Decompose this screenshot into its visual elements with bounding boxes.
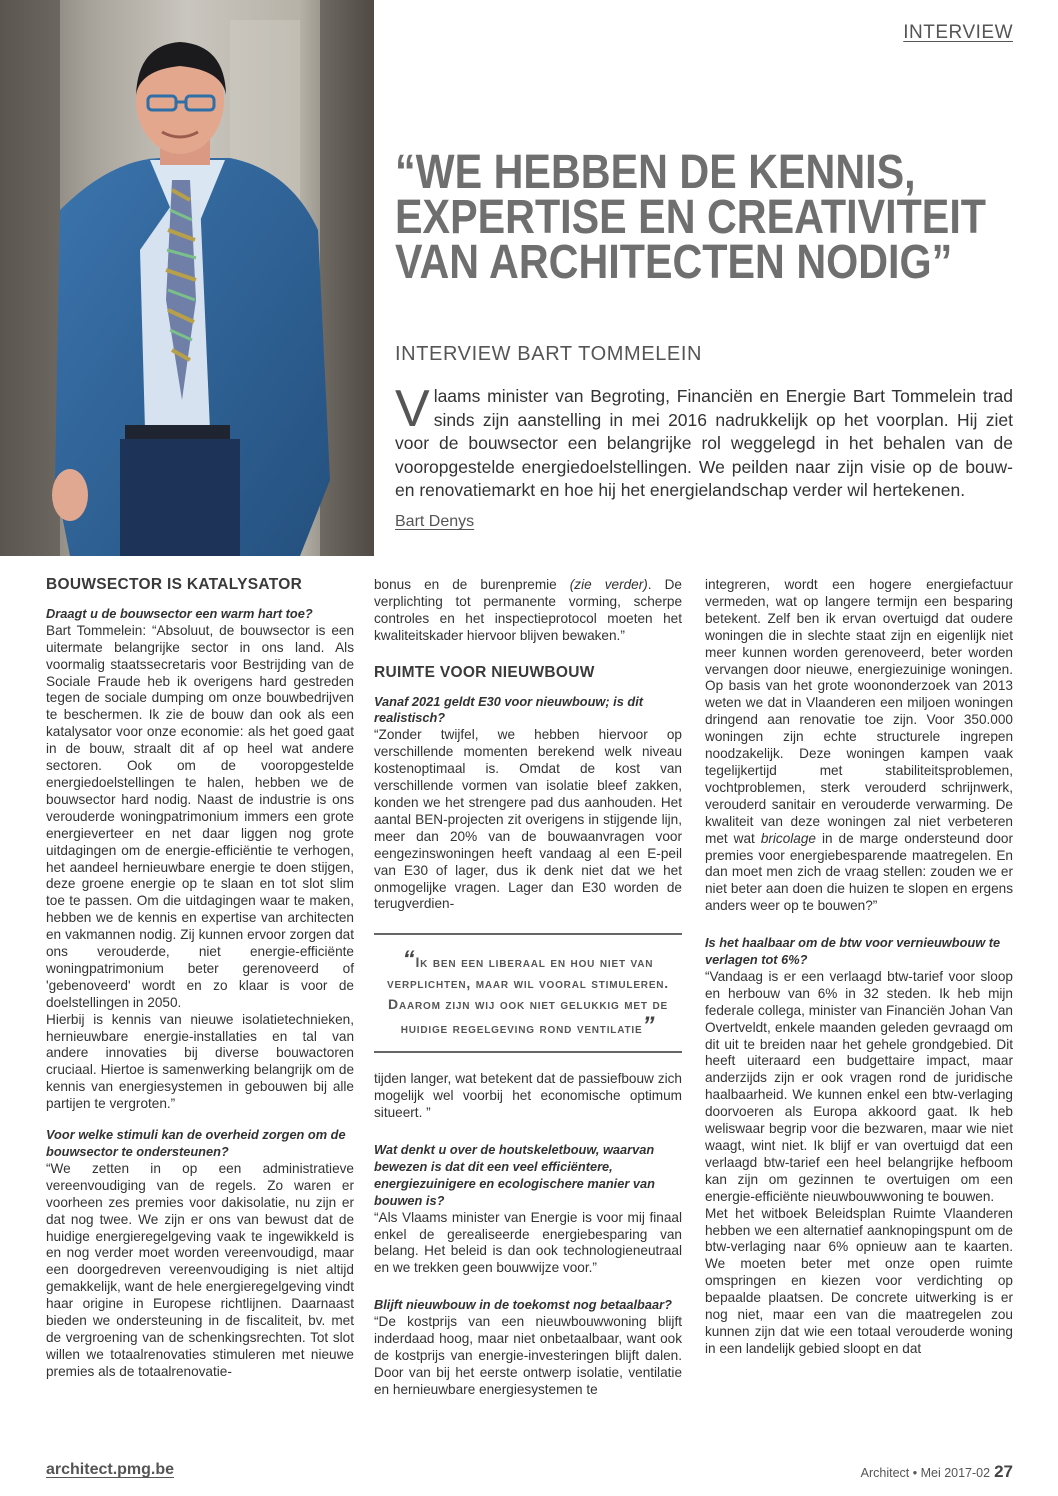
page-footer xyxy=(861,1462,1013,1482)
answer-paragraph xyxy=(374,577,682,645)
text-run: bonus en de burenpremie xyxy=(374,577,570,592)
lead-text: laams minister van Begroting, Financiën en Energie Bart Tommelein trad sinds zijn aanstelling in mei 2016 nadrukkelijk op het voorplan. Hij ziet voor de bouwsector een belangrijke rol weggelegd in het behalen van de vooropgestelde energiedoelstellingen. We peilden naar zijn visie op de bouw- en renovatiemarkt en hoe hij het energielandschap verder wil hertekenen. xyxy=(395,386,1013,500)
text-run: integreren, wordt een hogere energiefactuur vermeden, wat op langere termijn een besparing betekent. Zelf ben ik ervan overtuigd dat oudere woningen die in slechte staat zijn en eigenlijk niet meer kunnen worden gerenoveerd, beter worden vervangen door nieuwe, energiezuinige woningen. Op basis van het grote woononderzoek van 2013 weten we dat in Vlaanderen een miljoen woningen dringend aan renovatie toe zijn. Voor 350.000 woningen zijn echte structurele ingrepen noodzakelijk. Deze woningen kampen vaak tegelijkertijd met stabiliteitsproblemen, vochtproblemen, sterk verouderd schrijnwerk, verouderd sanitair en verouderde verwarming. De kwaliteit van deze woningen zal niet verbeteren met wat xyxy=(705,577,1013,846)
lead-paragraph xyxy=(395,380,1013,503)
headline-line: “WE HEBBEN DE KENNIS, xyxy=(395,146,916,199)
magazine-issue: Architect • Mei 2017-02 xyxy=(860,1466,991,1480)
headline-line: VAN ARCHITECTEN NODIG” xyxy=(395,236,953,289)
text-run-italic: bricolage xyxy=(760,830,816,846)
answer-paragraph: “Vandaag is er een verlaagd btw-tarief voor sloop en herbouw van 6% in 32 steden. Ik heb mijn federale collega, minister van Financiën Johan Van Overtveldt, enkele maanden geleden gevraagd om dit uit te breiden naar het gehele grondgebied. Dit heeft uiteraard een budgettaire impact, maar anderzijds zijn er ook vragen rond de juridische haalbaarheid. We kunnen enkel een btw-verlaging doorvoeren als Europa akkoord gaat. Ik heb weliswaar begrip voor die bezwaren, maar wie niet waagt, wint niet. Ik blijf er van overtuigd dat een verlaagd btw-tarief een heel belangrijke hefboom kan zijn om gezinnen te overtuigen om een energie-efficiënte nieuwbouwwoning te bouwen. xyxy=(705,968,1013,1204)
website-link[interactable]: architect.pmg.be xyxy=(46,1461,175,1478)
answer-paragraph: tijden langer, wat betekent dat de passiefbouw zich mogelijk wel voorbij het economische optimum situeert. ” xyxy=(374,1071,682,1121)
answer-paragraph xyxy=(705,577,1013,915)
text-run: . De verplichting tot permanente vorming, scherpe controles en het inspectieprotocol moeten het kwaliteitskader hiervoor blijven bewaken.” xyxy=(374,577,682,643)
drop-cap: V xyxy=(395,380,430,438)
subhead: INTERVIEW BART TOMMELEIN xyxy=(395,343,703,365)
answer-paragraph: Hierbij is kennis van nieuwe isolatietechnieken, hernieuwbare energie-installaties en tal van andere innovaties bij diverse bouwactoren cruciaal. Hiertoe is samenwerking belangrijk om de kennis van energiesystemen in gebouwen bij alle partijen te vergroten.” xyxy=(46,1011,354,1112)
headline xyxy=(395,146,987,289)
portrait-photo xyxy=(0,0,374,556)
section-heading: BOUWSECTOR IS KATALYSATOR xyxy=(46,576,303,593)
page-number: 27 xyxy=(994,1462,1013,1481)
open-quote-mark: “ xyxy=(402,946,416,974)
column-3 xyxy=(705,577,1013,1358)
answer-paragraph: “We zetten in op een administratieve vereenvoudiging van de regels. Zo waren er voorheen zes premies voor dakisolatie, nu zijn er dat nog twee. We zijn er ons van bewust dat de huidige energieregelgeving vaak te ingewikkeld is en nog verder moet worden vereenvoudigd, maar een doorgedreven vereenvoudiging is niet altijd gemakkelijk, want de hele energieregelgeving vindt haar origine in Europese richtlijnen. Daarnaast bieden we ondersteuning in de fiscaliteit, bv. met de vergroening van de schenkingsrechten. Tot slot willen we totaalrenovaties stimuleren met nieuwe premies als de totaalrenovatie- xyxy=(46,1160,354,1379)
answer-paragraph: Bart Tommelein: “Absoluut, de bouwsector is een uitermate belangrijke sector in ons land. Als voormalig staatssecretaris voor Bestrijding van de Sociale Fraude heb ik overigens hard gestreden tegen de sociale dumping om onze bouwbedrijven te beschermen. Ik zie de bouw dan ook als een katalysator voor onze economie: als het goed gaat in de bouw, straalt dit af op heel wat andere sectoren. Ook om de vooropgestelde energiedoelstellingen te halen, hebben we de bouwsector hard nodig. Naast de industrie is ons verouderde woningpatrimonium immers een grote energieverteer en net daar liggen nog grote uitdagingen om de energie-efficiëntie te verhogen, het aandeel hernieuwbare energie te doen stijgen, deze groene energie op te slaan en tot slot slim toe te passen. Om die uitdagingen waar te maken, hebben we de kennis en expertise van architecten en vakmannen nodig. Zij kunnen ervoor zorgen dat ons verouderde, niet energie-efficiënte woningpatrimonium beter gerenoveerd of 'gebenoveerd' wordt en zo klaar is voor de doelstellingen in 2050. xyxy=(46,622,354,1010)
pull-quote xyxy=(374,933,682,1053)
byline: Bart Denys xyxy=(395,513,475,530)
headline-line: EXPERTISE EN CREATIVITEIT xyxy=(395,191,987,244)
question: Vanaf 2021 geldt E30 voor nieuwbouw; is dit realistisch? xyxy=(374,693,644,726)
answer-paragraph: Met het witboek Beleidsplan Ruimte Vlaanderen hebben we een alternatief aanknopingspunt om de btw-verlaging naar 6% opnieuw aan te kaarten. We moeten beter met onze open ruimte omspringen en kiezen voor verdichting op bepaalde plaatsen. De concrete uitwerking is er nog niet, maar een van die maatregelen zou kunnen zijn dat wie een totaal verouderde woning in een landelijk gebied sloopt en dat xyxy=(705,1205,1013,1356)
text-run: in de marge ondersteund door premies voor energiebesparende maatregelen. En dan moet men zich de vraag stellen: zouden we er niet beter aan doen die huizen te slopen en ergens anders weer op te bouwen?” xyxy=(705,830,1013,914)
pull-quote-text: Ik ben een liberaal en hou niet van verplichten, maar wil vooral stimuleren. xyxy=(387,954,669,992)
question: Voor welke stimuli kan de overheid zorgen om de bouwsector te ondersteunen? xyxy=(46,1127,346,1159)
section-tag: INTERVIEW xyxy=(903,22,1013,43)
section-heading: RUIMTE VOOR NIEUWBOUW xyxy=(374,663,595,681)
question: Draagt u de bouwsector een warm hart toe? xyxy=(46,605,313,621)
pull-quote-text: Daarom zijn wij ook niet gelukkig met de huidige regelgeving rond ventilatie xyxy=(388,996,668,1037)
answer-paragraph: “Zonder twijfel, we hebben hiervoor op verschillende momenten berekend welk niveau kostenoptimaal is. Omdat de kost van verschillende vormen van isolatie bleef zakken, konden we het strengere pad dus aanhouden. Het aantal BEN-projecten zit overigens in stijgende lijn, meer dan 20% van de bouwaanvragen voor eengezinswoningen heeft vandaag al een E-peil van E30 of lager, dus ik denk niet dat we het onmogelijke vragen. Lager dan E30 worden de terugverdien- xyxy=(374,727,682,912)
question: Blijft nieuwbouw in de toekomst nog betaalbaar? xyxy=(374,1297,672,1313)
column-1 xyxy=(46,577,354,1381)
question: Is het haalbaar om de btw voor vernieuwbouw te verlagen tot 6%? xyxy=(705,935,1001,968)
column-2 xyxy=(374,577,682,1399)
text-run-italic: (zie verder) xyxy=(569,577,648,592)
close-quote-mark: ” xyxy=(642,1012,656,1040)
answer-paragraph: “Als Vlaams minister van Energie is voor mij finaal enkel de gerealiseerde energiebesparing van belang. Het beleid is dan ook technologieneutraal en we trekken geen bouwwijze voor.” xyxy=(374,1209,682,1276)
question: Wat denkt u over de houtskeletbouw, waarvan bewezen is dat dit een veel efficiëntere, energiezuinigere en ecologischere manier van bouwen is? xyxy=(374,1142,655,1208)
answer-paragraph: “De kostprijs van een nieuwbouwwoning blijft inderdaad hoog, maar niet onbetaalbaar, want ook de kostprijs van energie-investeringen blijft dalen. Door van bij het eerste ontwerp isolatie, ventilatie en hernieuwbare energiesystemen te xyxy=(374,1314,682,1397)
